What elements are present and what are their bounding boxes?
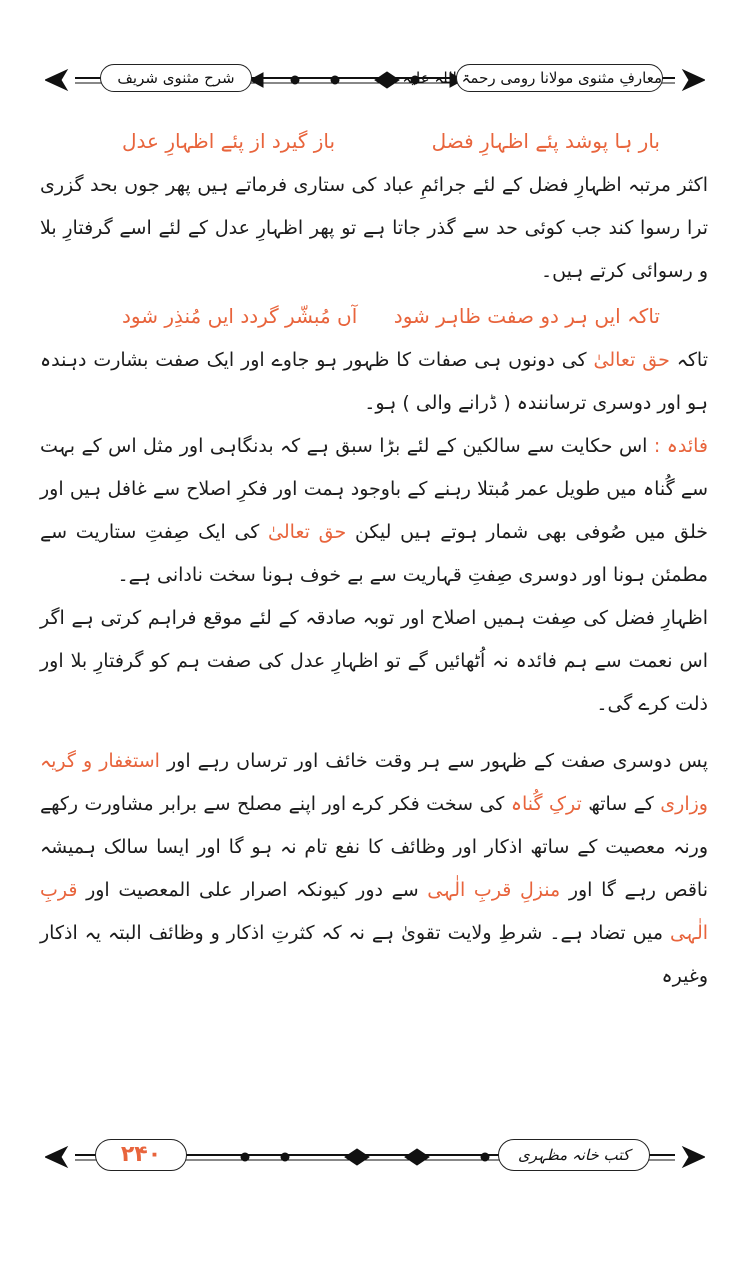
verse-1-right: بار ہا پوشد پئے اظہارِ فضل — [431, 129, 660, 153]
book-title: معارفِ مثنوی مولانا رومی رحمۃ اللہ علیہ — [456, 64, 663, 92]
paragraph-1: اکثر مرتبہ اظہارِ فضل کے لئے جرائمِ عباد کی ستاری فرماتے ہیں پھر جوں بحد گزری ترا رسوا کند جب کوئی حد سے گذر جاتا ہے تو پھر اظہارِ عدل کے لئے اسے گرفتارِ بلا و رسوائی کرتے ہیں۔ — [40, 174, 708, 282]
verse-1-left: باز گیرد از پئے اظہارِ عدل — [122, 129, 336, 153]
verse-2-left: آں مُبشّر گردد ایں مُنذِر شود — [122, 304, 358, 328]
page-header — [45, 62, 705, 96]
section-title: شرح مثنوی شریف — [100, 64, 252, 92]
paragraph-2 — [40, 339, 708, 425]
faida-label: فائدہ : — [653, 435, 708, 457]
p3-text-a: اس حکایت سے سالکین کے لئے بڑا سبق ہے کہ بدنگاہی اور مثل اس کے بہت سے گُناہ میں طویل عمر مُبتلا رہنے کے باوجود ہمت اور فکرِ اصلاح سے غافل ہیں اور خلق میں صُوفی بھی شمار ہوتے ہیں لیکن — [40, 435, 708, 543]
p2-highlight: حق تعالیٰ — [593, 349, 670, 371]
p2-text-a: تاکہ — [676, 349, 709, 371]
verse-2-right: تاکہ ایں ہر دو صفت ظاہر شود — [393, 304, 660, 328]
p3-text-b: کی ایک صِفتِ ستاریت سے مطمئن ہونا اور دوسری صِفتِ قہاریت سے بے خوف ہونا سخت نادانی ہے۔ — [40, 521, 708, 586]
p5-highlight-3: منزلِ قربِ الٰہی — [427, 879, 561, 901]
verse-1 — [40, 118, 708, 164]
p5-text-b: کے ساتھ — [588, 793, 654, 815]
publisher-name: کتب خانہ مظہری — [498, 1139, 650, 1171]
paragraph-4: اظہارِ فضل کی صِفت ہمیں اصلاح اور توبہ صادقہ کے لئے موقع فراہم کرتی ہے اگر اس نعمت سے ہم فائدہ نہ اُٹھائیں گے تو اظہارِ عدل کی صفت ہم کو گرفتارِ بلا اور ذلت کرے گی۔ — [40, 607, 708, 715]
p3-highlight: حق تعالیٰ — [268, 521, 347, 543]
page-footer — [45, 1135, 705, 1179]
paragraph-3 — [40, 425, 708, 597]
paragraph-5 — [40, 740, 708, 998]
page-content — [40, 118, 708, 998]
p5-text-c: کی سخت فکر کرے اور اپنے مصلح سے برابر مشاورت رکھے ورنہ معصیت کے ساتھ اذکار اور وظائف کا نفع تام نہ ہو گا اور ایسا سالک ہمیشہ ناقص رہے گا اور — [40, 793, 709, 901]
p5-text-a: پس دوسری صفت کے ظہور سے ہر وقت خائف اور ترساں رہے اور — [166, 750, 708, 772]
p5-text-d: سے دور کیونکہ اصرار علی المعصیت اور — [86, 879, 419, 901]
p5-text-e: میں تضاد ہے۔ شرطِ ولایت تقویٰ ہے نہ کہ کثرتِ اذکار و وظائف البتہ یہ اذکار وغیرہ — [40, 922, 708, 987]
p2-text-b: کی دونوں ہی صفات کا ظہور ہو جاوے اور ایک صفت بشارت دہندہ ہو اور دوسری ترسانندہ ( ڈرانے والی ) ہو۔ — [40, 349, 708, 414]
page-number: ۲۴۰ — [95, 1139, 187, 1171]
verse-2 — [40, 293, 708, 339]
p5-highlight-4: قربِ الٰہی — [40, 879, 709, 944]
p5-highlight-2: ترکِ گُناہ — [510, 793, 582, 815]
p5-highlight-1: استغفار و گریہ وزاری — [40, 750, 708, 815]
